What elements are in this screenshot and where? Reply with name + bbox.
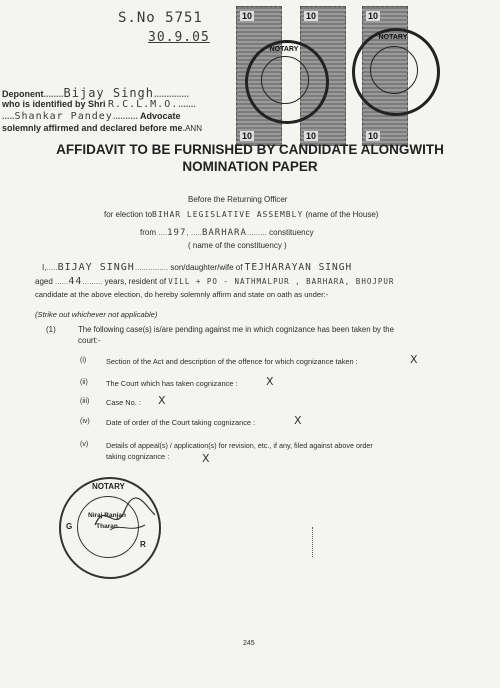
constituency-name: BARHARA: [201, 228, 247, 238]
notary-stamp-right: R: [140, 540, 146, 549]
sub-item-3-mark: X: [158, 394, 166, 407]
notary-seal-1-inner: [261, 56, 309, 104]
notary-name-2: Tharan: [96, 523, 118, 530]
document-title-line1: AFFIDAVIT TO BE FURNISHED BY CANDIDATE ALONGWITH: [56, 142, 444, 157]
sub-item-5-mark: X: [202, 452, 210, 465]
revenue-stamp-3: 10 10: [362, 6, 408, 146]
sub-item-5-text: Details of appeal(s) / application(s) for revision, etc., if any, filed against above order: [106, 441, 373, 450]
sub-item-2-number: (ii): [80, 379, 88, 386]
revenue-stamp-2: 10 10: [300, 6, 346, 146]
candidate-oath-line: candidate at the above election, do hereby solemnly affirm and state on oath as under:-: [35, 290, 329, 299]
father-name: TEJHARAYAN SINGH: [244, 262, 353, 273]
sub-item-4-mark: X: [294, 414, 302, 427]
serial-number: S.No 5751: [118, 10, 203, 26]
identified-line: who is identified by Shri R.C.L.M.O........: [2, 99, 196, 110]
age-line: aged ......44......... years, resident of VILL + PO - NATHMALPUR , BARHARA, BHOJPUR: [35, 276, 395, 287]
constituency-line: from ....197, .....BARHARA......... constituency: [140, 228, 314, 238]
revenue-stamp-1: 10 10: [236, 6, 282, 146]
page-number: 245: [243, 640, 255, 647]
serial-date: 30.9.05: [148, 30, 210, 45]
sub-item-1-text: Section of the Act and description of the offence for which cognizance taken :: [106, 357, 358, 366]
sub-item-5-number: (v): [80, 441, 89, 448]
before-officer: Before the Returning Officer: [188, 195, 288, 204]
sub-item-3-text: Case No. :: [106, 398, 141, 407]
election-line: for election toBIHAR LEGISLATIVE ASSEMBLY (name of the House): [104, 210, 379, 219]
notary-seal-2-label: NOTARY: [378, 34, 408, 41]
constituency-note: ( name of the constituency ): [188, 241, 287, 250]
document-title-line2: NOMINATION PAPER: [182, 159, 318, 174]
sub-item-4-text: Date of order of the Court taking cognizance :: [106, 418, 256, 427]
notary-signature: [90, 495, 160, 540]
deponent-label: Deponent: [2, 89, 44, 99]
sub-item-4-number: (iv): [80, 418, 90, 425]
item1-number: (1): [46, 325, 56, 334]
notary-name: Niraj Ranjan: [88, 512, 126, 519]
candidate-age: 44: [68, 276, 83, 287]
item1-text-cont: court:-: [78, 336, 101, 345]
candidate-address: VILL + PO - NATHMALPUR , BARHARA, BHOJPUR: [168, 277, 395, 286]
strike-note: (Strike out whichever not applicable): [35, 310, 158, 319]
deponent-name: Bijay Singh: [63, 86, 154, 100]
election-house: BIHAR LEGISLATIVE ASSEMBLY: [152, 210, 304, 219]
candidate-name-line: I,.....BIJAY SINGH............... son/daughter/wife of TEJHARAYAN SINGH: [42, 262, 353, 273]
notary-seal-1-label: NOTARY: [269, 46, 299, 53]
candidate-name: BIJAY SINGH: [57, 262, 135, 273]
sub-item-3-number: (iii): [80, 398, 90, 405]
constituency-number: 197: [167, 228, 187, 238]
advocate-label: Advocate: [140, 111, 181, 121]
item1-text: The following case(s) is/are pending against me in which cognizance has been taken by the: [78, 325, 394, 334]
notary-seal-2-inner: [370, 46, 418, 94]
affirmed-line: solemnly affirmed and declared before me.ANN: [2, 123, 202, 133]
identifier-name-2: Shankar Pandey: [14, 111, 113, 122]
margin-mark: [312, 527, 315, 557]
notary-stamp-title: NOTARY: [92, 482, 125, 491]
deponent-line: Deponent........Bijay Singh..............: [2, 86, 190, 100]
identifier-name: R.C.L.M.O.: [108, 99, 179, 110]
sub-item-5-text-cont: taking cognizance :: [106, 452, 170, 461]
sub-item-2-text: The Court which has taken cognizance :: [106, 379, 238, 388]
sub-item-1-mark: X: [410, 353, 418, 366]
sub-item-1-number: (i): [80, 357, 87, 364]
sub-item-2-mark: X: [266, 375, 274, 388]
notary-stamp-left: G: [66, 522, 73, 531]
advocate-line: .....Shankar Pandey.......... Advocate: [2, 111, 181, 122]
